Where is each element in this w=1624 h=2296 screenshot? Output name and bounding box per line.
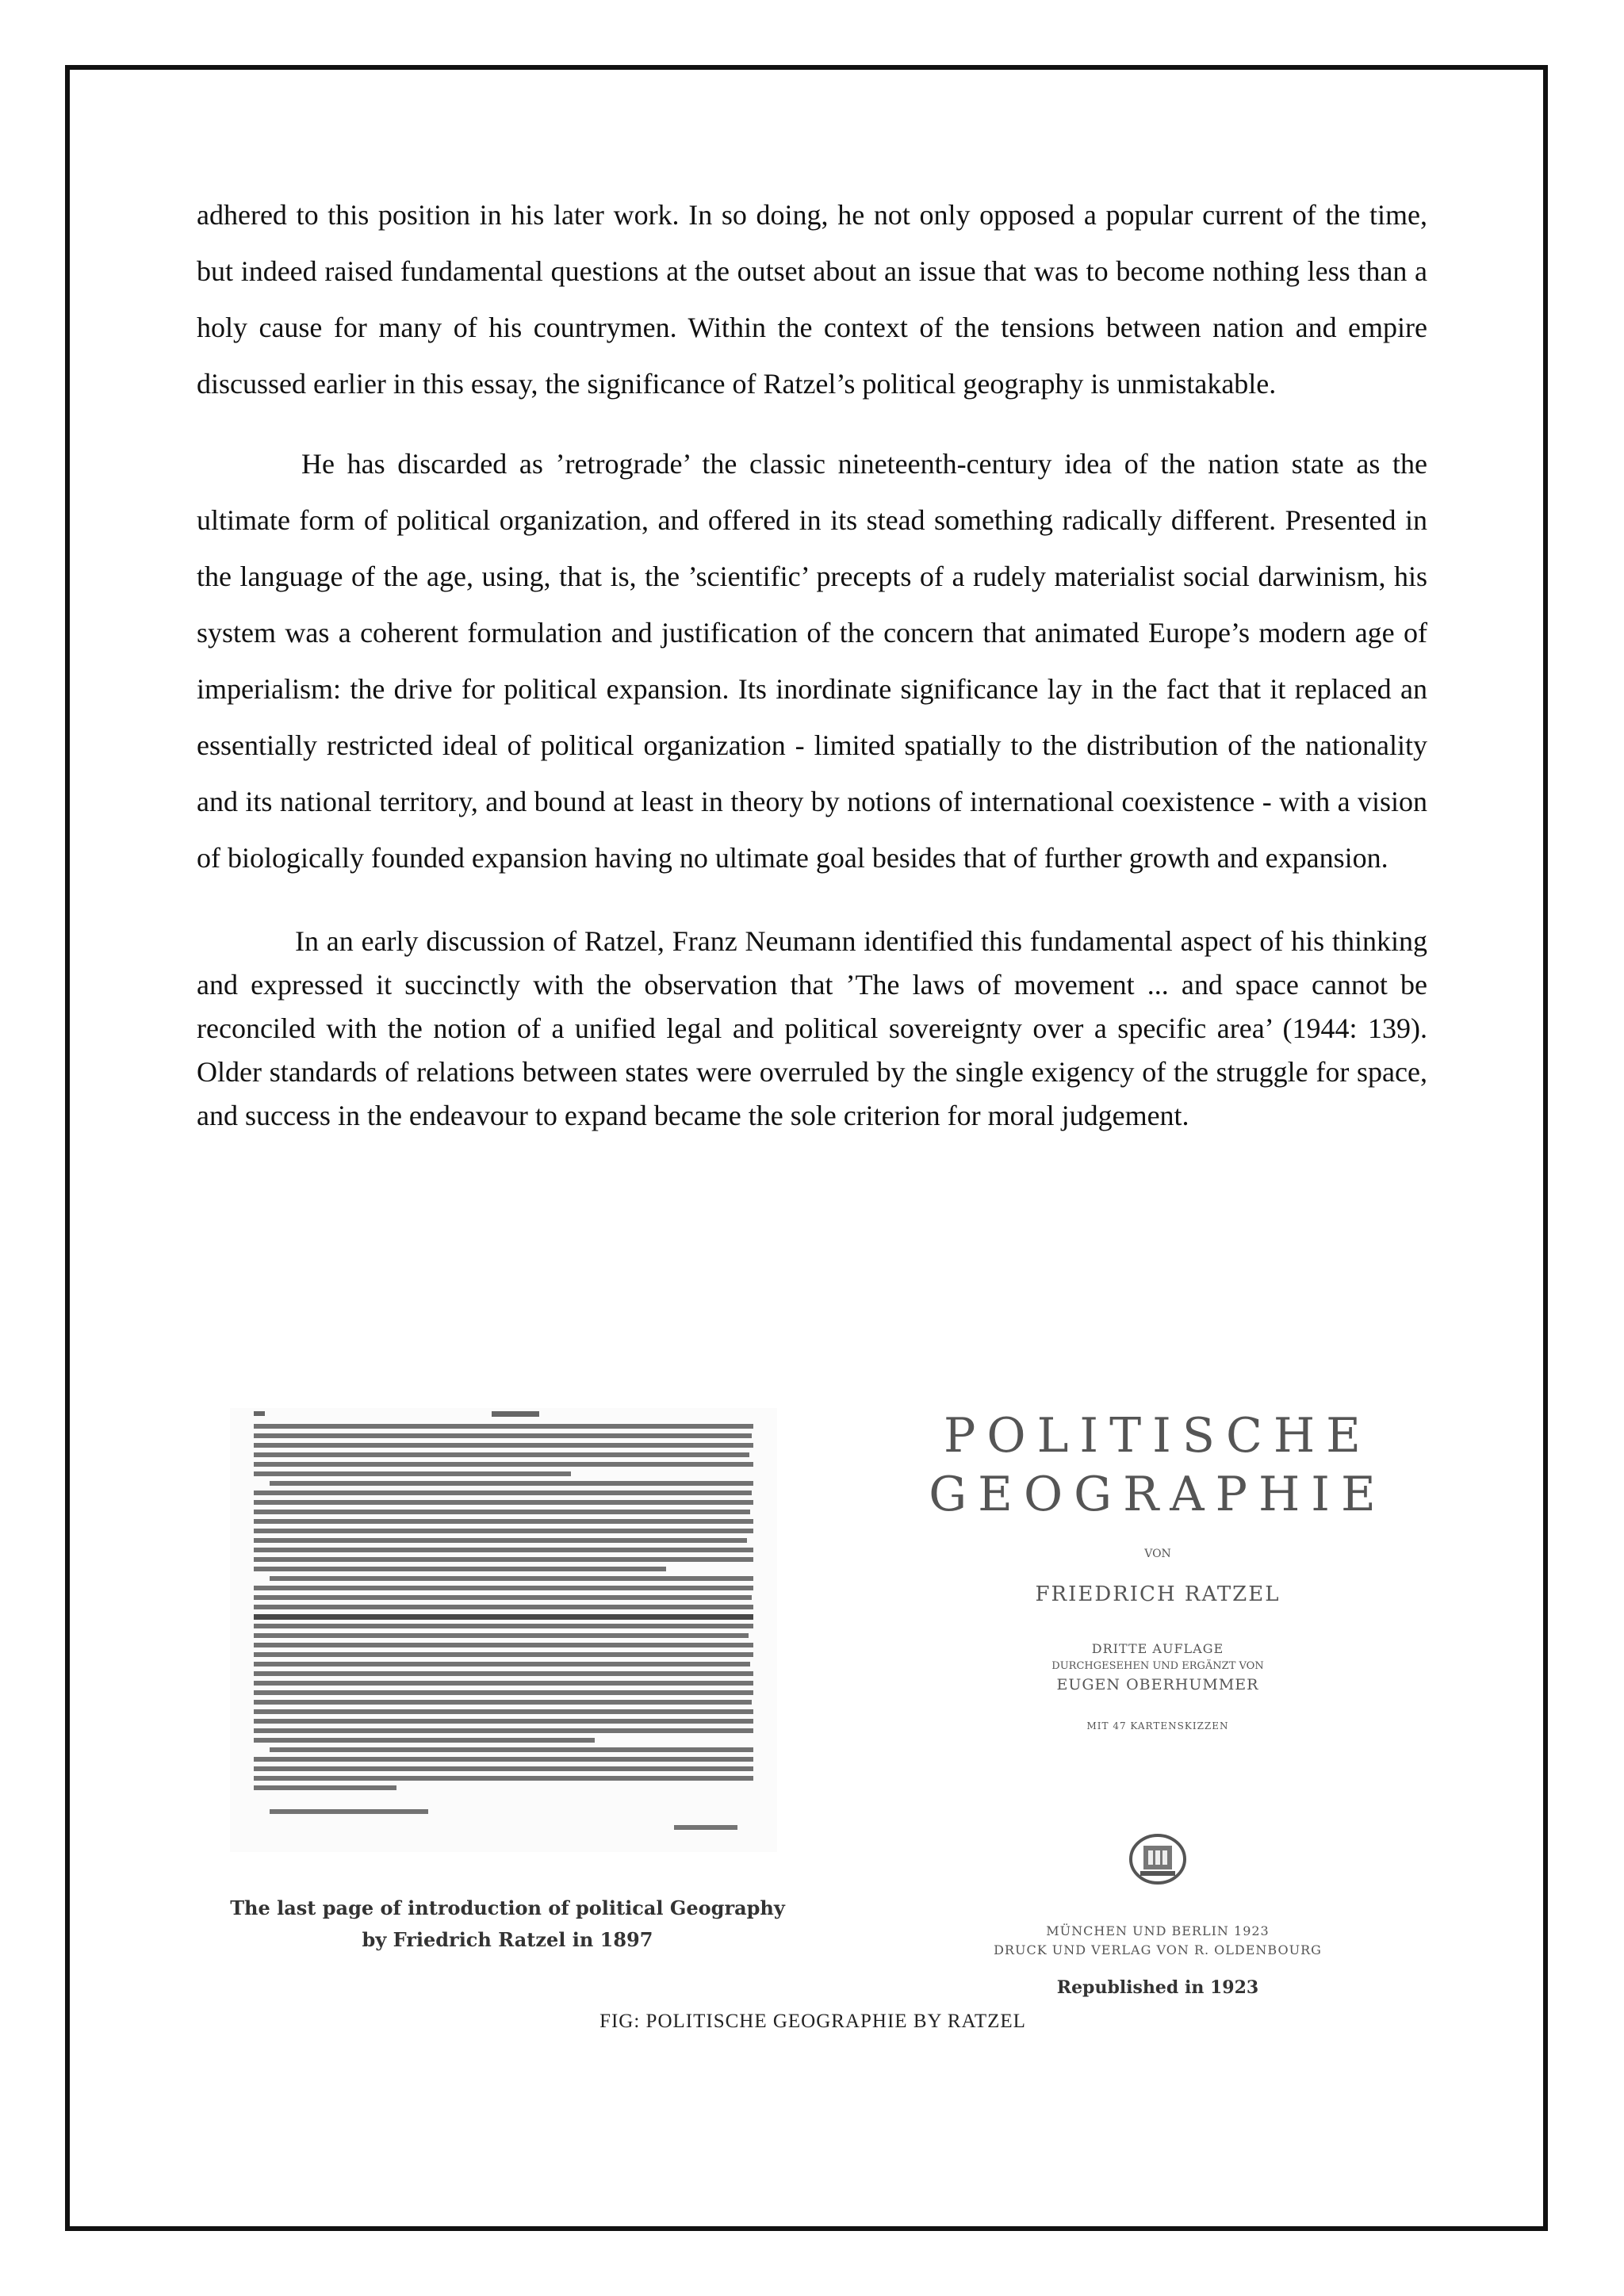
title-line-2: GEOGRAPHIE	[929, 1467, 1387, 1522]
figure-caption: FIG: POLITISCHE GEOGRAPHIE BY RATZEL	[599, 2011, 1026, 2032]
left-caption-line-1: The last page of introduction of political Geography	[230, 1896, 785, 1919]
edition-text: DRITTE AUFLAGE	[1091, 1641, 1224, 1656]
paragraph-3: In an early discussion of Ratzel, Franz Neumann identified this fundamental aspect of his thinking and expressed it succinctly with the observation that ’The laws of movement ... and space cannot be reconciled with the notion of a unified legal and political sovereignty over a specific area’ (1944: 139). Older standards of relations between states were overruled by the single exigency of the struggle for space, and success in the endeavour to expand became the sole criterion for moral judgement.	[197, 925, 1427, 1131]
paragraph-1: adhered to this position in his later work. In so doing, he not only opposed a popular current of the time, but indeed raised fundamental questions at the outset about an issue that was to become nothing less than a holy cause for many of his countrymen. Within the context of the tensions between nation and empire discussed earlier in this essay, the significance of Ratzel’s political geography is unmistakable.	[197, 199, 1427, 400]
edited-by-text: DURCHGESEHEN UND ERGÄNZT VON	[1051, 1660, 1264, 1672]
von-text: VON	[1144, 1548, 1171, 1560]
publisher-emblem-icon	[1128, 1831, 1188, 1887]
maps-text: MIT 47 KARTENSKIZZEN	[1086, 1720, 1229, 1732]
republished-text: Republished in 1923	[1056, 1977, 1259, 1998]
publisher-text: DRUCK UND VERLAG VON R. OLDENBOURG	[994, 1942, 1322, 1957]
title-line-1: POLITISCHE	[944, 1408, 1372, 1464]
document-body	[197, 187, 1427, 1138]
scanned-introduction-page	[230, 1408, 785, 1963]
title-page-image	[904, 1408, 1411, 2011]
author-name: FRIEDRICH RATZEL	[1035, 1582, 1281, 1606]
paragraph-2: He has discarded as ’retrograde’ the classic nineteenth-century idea of the nation state as the ultimate form of political organization, and offered in its stead something radically different. Presented in the language of the age, using, that is, the ’scientific’ precepts of a rudely materialist social darwinism, his system was a coherent formulation and justification of the concern that animated Europe’s modern age of imperialism: the drive for political expansion. Its inordinate significance lay in the fact that it replaced an essentially restricted ideal of political organization - limited spatially to the distribution of the nationality and its national territory, and bound at least in theory by notions of international coexistence - with a vision of biologically founded expansion having no ultimate goal besides that of further growth and expansion.	[197, 448, 1427, 874]
place-year-text: MÜNCHEN UND BERLIN 1923	[1046, 1923, 1270, 1938]
scanned-text-texture	[230, 1408, 777, 1852]
editor-name: EUGEN OBERHUMMER	[1056, 1676, 1259, 1693]
left-caption-line-2: by Friedrich Ratzel in 1897	[362, 1928, 653, 1951]
